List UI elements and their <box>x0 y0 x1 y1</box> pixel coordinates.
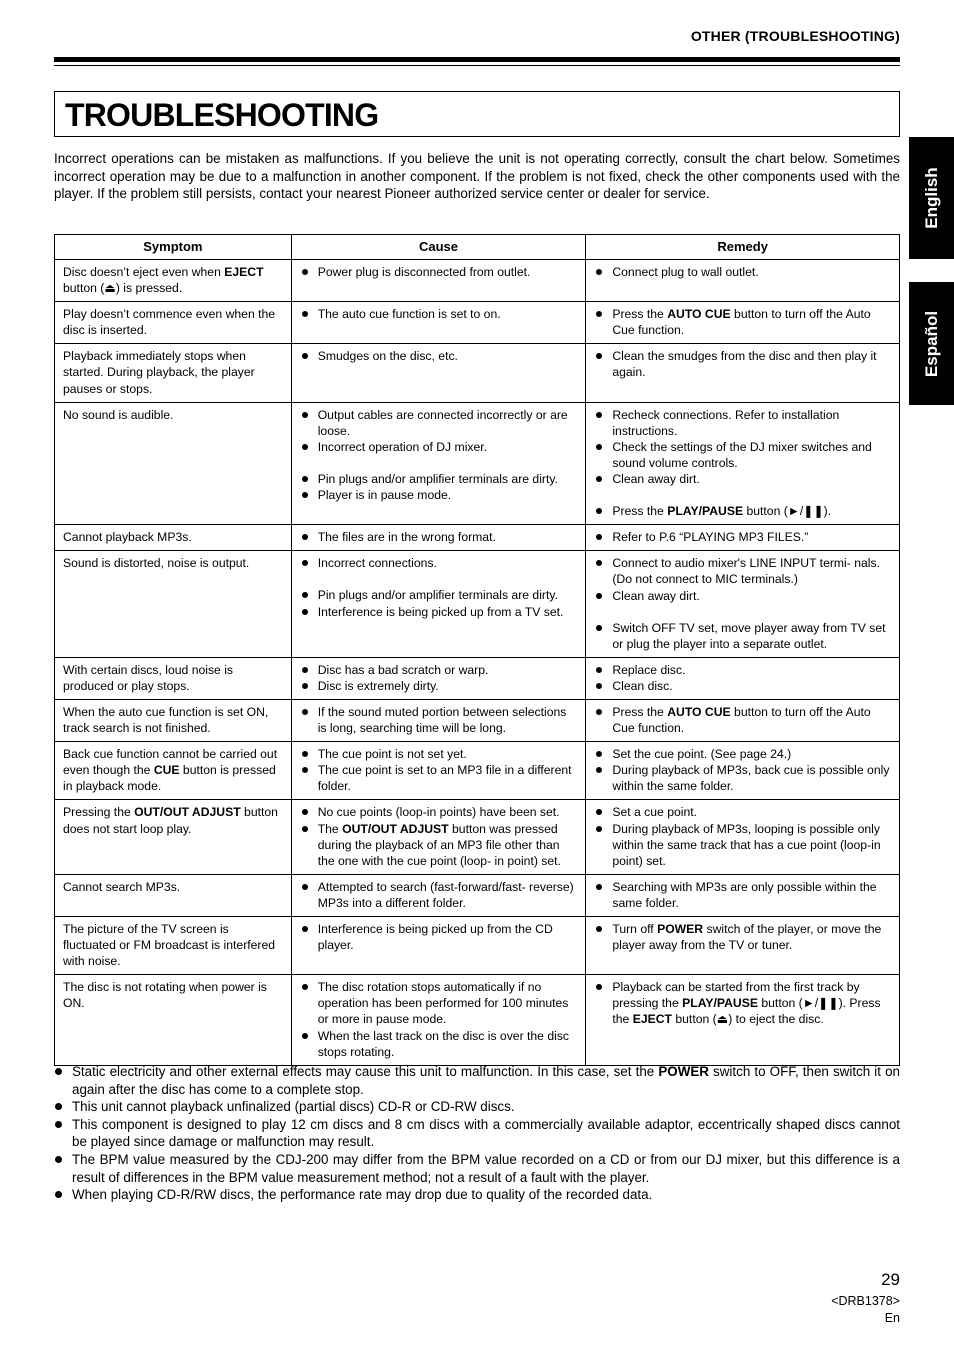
cause-item <box>301 979 578 1027</box>
remedy-keyword: AUTO CUE <box>667 307 731 322</box>
remedy-cell <box>586 657 900 699</box>
symptom-cell <box>55 344 292 402</box>
intro-paragraph: Incorrect operations can be mistaken as malfunctions. If you believe the unit is not operating correctly, consult the chart below. Sometimes incorrect operation may be due to a malfunction in another component. If the problem is not fixed, check the other components used with the player. If the problem still persists, contact your nearest Pioneer authorized service center or dealer for service. <box>54 151 900 202</box>
table-row <box>55 302 900 344</box>
remedy-text: Clean away dirt. <box>612 472 700 487</box>
cause-text: Incorrect connections. <box>317 556 437 571</box>
table-row <box>55 525 900 551</box>
remedy-cell <box>586 525 900 551</box>
cause-text: button was pressed during the playback of an MP3 file other than the one with the cue point (loop- in point) set. <box>317 821 561 868</box>
table-row <box>55 699 900 741</box>
table-row <box>55 260 900 302</box>
remedy-cell <box>586 874 900 916</box>
page-title: TROUBLESHOOTING <box>65 97 379 133</box>
remedy-list <box>595 348 891 380</box>
cause-list <box>301 348 578 364</box>
remedy-cell <box>586 302 900 344</box>
remedy-text: Searching with MP3s are only possible within the same folder. <box>612 879 877 910</box>
symptom-text: button is pressed in playback mode. <box>63 763 276 794</box>
remedy-cell <box>586 800 900 874</box>
cause-cell <box>291 260 586 302</box>
table-row <box>55 800 900 874</box>
table-body <box>55 260 900 1066</box>
language-tab-espanol-label: Español <box>921 310 941 377</box>
cause-text: Pin plugs and/or amplifier terminals are dirty. <box>317 588 558 603</box>
remedy-cell <box>586 699 900 741</box>
cause-item <box>301 662 578 678</box>
symptom-cell <box>55 657 292 699</box>
cause-item <box>301 821 578 869</box>
remedy-item <box>595 921 891 953</box>
spacer <box>301 455 578 471</box>
remedy-text: Clean the smudges from the disc and then play it again. <box>612 349 877 380</box>
spacer <box>301 571 578 587</box>
remedy-item <box>595 620 891 652</box>
remedy-cell <box>586 402 900 525</box>
remedy-text: button (►/❚❚). Press the <box>612 996 881 1027</box>
remedy-list <box>595 407 891 520</box>
cause-text: Incorrect operation of DJ mixer. <box>317 439 488 454</box>
symptom-text: Cannot playback MP3s. <box>63 530 192 545</box>
remedy-text: Press the <box>612 704 668 719</box>
column-header-cause: Cause <box>291 235 586 260</box>
cause-item <box>301 804 578 820</box>
remedy-text: Set a cue point. <box>612 805 698 820</box>
table-header-row <box>55 235 900 260</box>
cause-text: The files are in the wrong format. <box>317 530 496 545</box>
cause-item <box>301 921 578 953</box>
symptom-cell <box>55 699 292 741</box>
document-code: <DRB1378> <box>831 1294 900 1308</box>
header-rule-thin <box>54 65 900 66</box>
remedy-text: Refer to P.6 “PLAYING MP3 FILES.” <box>612 530 809 545</box>
remedy-item <box>595 704 891 736</box>
symptom-cell <box>55 975 292 1065</box>
remedy-item <box>595 678 891 694</box>
remedy-list <box>595 529 891 545</box>
cause-text: No cue points (loop-in points) have been set. <box>317 805 560 820</box>
remedy-text: Turn off <box>612 922 658 936</box>
cause-item <box>301 348 578 364</box>
cause-list <box>301 306 578 322</box>
symptom-keyword: OUT/OUT ADJUST <box>134 805 241 820</box>
symptom-text: The picture of the TV screen is fluctuated or FM broadcast is interfered with noise. <box>63 922 276 969</box>
note-item <box>54 1098 900 1116</box>
cause-item <box>301 439 578 455</box>
document-language: En <box>884 1311 900 1325</box>
cause-text: The auto cue function is set to on. <box>317 307 501 322</box>
cause-text: Player is in pause mode. <box>317 488 452 503</box>
remedy-list <box>595 555 891 651</box>
cause-list <box>301 979 578 1059</box>
remedy-list <box>595 746 891 794</box>
remedy-text: Clean disc. <box>612 678 673 693</box>
header-rule-thick <box>54 57 900 62</box>
cause-item <box>301 487 578 503</box>
remedy-text: Switch OFF TV set, move player away from TV set or plug the player into a separate outlet. <box>612 620 886 651</box>
note-item <box>54 1186 900 1204</box>
cause-cell <box>291 402 586 525</box>
remedy-item <box>595 471 891 487</box>
cause-item <box>301 879 578 911</box>
cause-item <box>301 1028 578 1060</box>
cause-list <box>301 746 578 794</box>
cause-text: When the last track on the disc is over the disc stops rotating. <box>317 1028 570 1059</box>
remedy-list <box>595 662 891 694</box>
remedy-list <box>595 879 891 911</box>
remedy-text: Set the cue point. (See page 24.) <box>612 747 792 762</box>
remedy-item <box>595 588 891 604</box>
cause-cell <box>291 742 586 800</box>
cause-cell <box>291 917 586 975</box>
cause-text: If the sound muted portion between selections is long, searching time will be long. <box>317 704 567 736</box>
remedy-item <box>595 804 891 820</box>
remedy-cell <box>586 260 900 302</box>
notes-list <box>54 1063 900 1204</box>
cause-item <box>301 264 578 280</box>
cause-item <box>301 678 578 694</box>
symptom-text: Sound is distorted, noise is output. <box>63 556 250 571</box>
cause-list <box>301 804 578 868</box>
cause-list <box>301 407 578 503</box>
symptom-cell <box>55 917 292 975</box>
symptom-text: Cannot search MP3s. <box>63 879 181 894</box>
remedy-text: button to turn off the Auto Cue function. <box>612 704 871 736</box>
remedy-text: Replace disc. <box>612 662 686 677</box>
cause-cell <box>291 874 586 916</box>
cause-text: Output cables are connected incorrectly or are loose. <box>317 407 568 438</box>
remedy-item <box>595 979 891 1027</box>
remedy-item <box>595 439 891 471</box>
remedy-text: button to turn off the Auto Cue function. <box>612 307 871 338</box>
cause-text: Disc has a bad scratch or warp. <box>317 662 489 677</box>
cause-cell <box>291 800 586 874</box>
cause-text: Disc is extremely dirty. <box>317 678 439 693</box>
troubleshooting-table <box>54 234 900 1066</box>
remedy-item <box>595 306 891 338</box>
remedy-list <box>595 264 891 280</box>
cause-item <box>301 587 578 603</box>
table-row <box>55 657 900 699</box>
note-text: When playing CD-R/RW discs, the performance rate may drop due to quality of the recorded data. <box>72 1187 653 1203</box>
cause-list <box>301 704 578 736</box>
remedy-keyword: AUTO CUE <box>667 704 731 719</box>
remedy-item <box>595 762 891 794</box>
remedy-text: During playback of MP3s, looping is possible only within the same track that has a cue point (loop-in point) set. <box>612 821 881 868</box>
remedy-cell <box>586 917 900 975</box>
cause-item <box>301 407 578 439</box>
cause-cell <box>291 699 586 741</box>
table-row <box>55 874 900 916</box>
remedy-item <box>595 555 891 587</box>
table-row <box>55 742 900 800</box>
cause-item <box>301 306 578 322</box>
remedy-text: Press the <box>612 504 668 519</box>
remedy-text: Press the <box>612 307 668 322</box>
note-item <box>54 1151 900 1186</box>
remedy-list <box>595 979 891 1027</box>
cause-text: Interference is being picked up from a TV set. <box>317 604 564 619</box>
remedy-text: Clean away dirt. <box>612 588 700 603</box>
cause-item <box>301 555 578 571</box>
remedy-cell <box>586 742 900 800</box>
note-item <box>54 1116 900 1151</box>
note-text: Static electricity and other external effects may cause this unit to malfunction. In this case, set the <box>72 1064 659 1079</box>
remedy-text: Connect plug to wall outlet. <box>612 265 759 279</box>
cause-item <box>301 604 578 620</box>
cause-cell <box>291 551 586 657</box>
remedy-cell <box>586 975 900 1065</box>
spacer <box>595 487 891 503</box>
remedy-list <box>595 306 891 338</box>
symptom-text: The disc is not rotating when power is ON. <box>63 980 267 1011</box>
table-row <box>55 551 900 657</box>
remedy-text: button (⏏) to eject the disc. <box>671 1012 824 1027</box>
remedy-text: Connect to audio mixer's LINE INPUT termi- nals. (Do not connect to MIC terminals.) <box>612 556 880 587</box>
remedy-keyword: POWER <box>657 922 704 936</box>
note-text: This unit cannot playback unfinalized (partial discs) CD-R or CD-RW discs. <box>72 1099 515 1115</box>
cause-list <box>301 555 578 619</box>
symptom-text: Play doesn’t commence even when the disc is inserted. <box>63 307 276 338</box>
symptom-text: Disc doesn’t eject even when <box>63 265 225 279</box>
remedy-text: Playback can be started from the first track by pressing the <box>612 980 860 1011</box>
cause-text: The <box>317 821 343 836</box>
cause-text: Pin plugs and/or amplifier terminals are dirty. <box>317 471 558 486</box>
symptom-text: No sound is audible. <box>63 407 174 422</box>
symptom-text: Playback immediately stops when started. During playback, the player pauses or stops. <box>63 349 255 396</box>
remedy-item <box>595 529 891 545</box>
section-header: OTHER (TROUBLESHOOTING) <box>690 28 900 44</box>
cause-text: Interference is being picked up from the CD player. <box>317 922 553 953</box>
remedy-list <box>595 704 891 736</box>
remedy-item <box>595 348 891 380</box>
remedy-cell <box>586 344 900 402</box>
cause-item <box>301 746 578 762</box>
cause-item <box>301 704 578 736</box>
title-box <box>54 91 900 137</box>
remedy-list <box>595 921 891 953</box>
symptom-cell <box>55 874 292 916</box>
cause-item <box>301 762 578 794</box>
note-text: The BPM value measured by the CDJ-200 may differ from the BPM value recorded on a CD or from our DJ mixer, but this difference is a result of differences in the BPM value measurement method; not a result of a fault with the player. <box>72 1151 900 1185</box>
remedy-text: switch of the player, or move the player away from the TV or tuner. <box>612 922 882 953</box>
cause-text: Smudges on the disc, etc. <box>317 349 458 364</box>
remedy-keyword: EJECT <box>632 1012 672 1027</box>
cause-text: The cue point is not set yet. <box>317 747 467 762</box>
cause-list <box>301 264 578 280</box>
remedy-item <box>595 503 891 519</box>
symptom-cell <box>55 800 292 874</box>
remedy-item <box>595 879 891 911</box>
spacer <box>595 604 891 620</box>
symptom-cell <box>55 260 292 302</box>
remedy-keyword: PLAY/PAUSE <box>667 504 744 519</box>
cause-cell <box>291 975 586 1065</box>
remedy-item <box>595 746 891 762</box>
cause-text: The disc rotation stops automatically if no operation has been performed for 100 minutes or more in pause mode. <box>317 980 569 1027</box>
symptom-text: Back cue function cannot be carried out even though the <box>63 747 278 778</box>
symptom-cell <box>55 402 292 525</box>
cause-list <box>301 921 578 953</box>
remedy-text: During playback of MP3s, back cue is possible only within the same folder. <box>612 763 890 794</box>
language-tab-english[interactable] <box>909 137 954 259</box>
symptom-text: Pressing the <box>63 805 135 820</box>
cause-keyword: OUT/OUT ADJUST <box>342 821 449 836</box>
cause-list <box>301 879 578 911</box>
remedy-item <box>595 264 891 280</box>
symptom-cell <box>55 525 292 551</box>
column-header-symptom: Symptom <box>55 235 292 260</box>
cause-item <box>301 529 578 545</box>
symptom-text: With certain discs, loud noise is produced or play stops. <box>63 662 234 693</box>
remedy-item <box>595 407 891 439</box>
note-keyword: POWER <box>658 1064 709 1079</box>
symptom-cell <box>55 551 292 657</box>
note-text: This component is designed to play 12 cm discs and 8 cm discs with a commercially available adaptor, eccentrically shaped discs cannot be played since damage or malfunction may result. <box>72 1116 900 1150</box>
symptom-text: button (⏏) is pressed. <box>63 281 183 296</box>
symptom-keyword: EJECT <box>224 265 264 279</box>
table-row <box>55 344 900 402</box>
cause-text: Power plug is disconnected from outlet. <box>317 265 531 279</box>
table-row <box>55 402 900 525</box>
cause-list <box>301 662 578 694</box>
cause-cell <box>291 525 586 551</box>
cause-text: Attempted to search (fast-forward/fast- reverse) MP3s into a different folder. <box>317 879 574 910</box>
column-header-remedy: Remedy <box>586 235 900 260</box>
remedy-keyword: PLAY/PAUSE <box>682 996 758 1011</box>
cause-cell <box>291 657 586 699</box>
remedy-item <box>595 821 891 869</box>
symptom-cell <box>55 742 292 800</box>
language-tab-english-label: English <box>921 167 941 229</box>
table-row <box>55 917 900 975</box>
remedy-text: Check the settings of the DJ mixer switches and sound volume controls. <box>612 439 872 470</box>
remedy-text: Recheck connections. Refer to installation instructions. <box>612 407 840 438</box>
cause-text: The cue point is set to an MP3 file in a different folder. <box>317 763 572 794</box>
remedy-text: button (►/❚❚). <box>743 504 832 519</box>
remedy-cell <box>586 551 900 657</box>
symptom-cell <box>55 302 292 344</box>
remedy-list <box>595 804 891 868</box>
cause-cell <box>291 344 586 402</box>
page-number: 29 <box>881 1270 900 1289</box>
cause-list <box>301 529 578 545</box>
symptom-text: button does not start loop play. <box>63 805 278 836</box>
table-row <box>55 975 900 1065</box>
note-text: switch to OFF, then switch it on again after the disc has come to a complete stop. <box>72 1064 901 1097</box>
language-tab-espanol[interactable] <box>909 282 954 405</box>
note-item <box>54 1063 900 1098</box>
symptom-keyword: CUE <box>153 763 180 778</box>
cause-cell <box>291 302 586 344</box>
cause-item <box>301 471 578 487</box>
remedy-item <box>595 662 891 678</box>
symptom-text: When the auto cue function is set ON, track search is not finished. <box>63 704 269 736</box>
